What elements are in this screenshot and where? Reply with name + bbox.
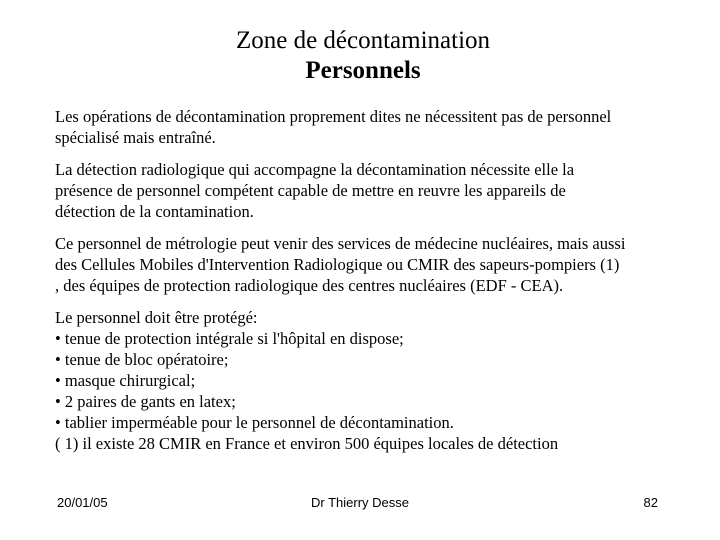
- list-item: • tenue de bloc opératoire;: [55, 350, 229, 369]
- text-line: des Cellules Mobiles d'Intervention Radiologique ou CMIR des sapeurs-pompiers (1): [55, 255, 620, 274]
- footer-author: Dr Thierry Desse: [310, 495, 409, 510]
- slide-title: Zone de décontamination: [235, 27, 491, 54]
- list-item: • 2 paires de gants en latex;: [55, 392, 236, 411]
- paragraph-radiological-detection: [55, 159, 695, 222]
- footer-page-number: 82: [643, 495, 658, 510]
- text-line: , des équipes de protection radiologique des centres nucléaires (EDF - CEA).: [55, 276, 564, 295]
- text-line: spécialisé mais entraîné.: [55, 128, 216, 147]
- paragraph-personnel-requirements: [55, 106, 695, 148]
- slide-subtitle: Personnels: [305, 57, 421, 84]
- text-line: Ce personnel de métrologie peut venir des services de médecine nucléaires, mais aussi: [55, 234, 626, 253]
- text-line: présence de personnel compétent capable de mettre en reuvre les appareils de: [55, 181, 566, 200]
- list-item: • tenue de protection intégrale si l'hôpital en dispose;: [55, 329, 404, 348]
- text-line: Les opérations de décontamination proprement dites ne nécessitent pas de personnel: [55, 107, 612, 126]
- list-item: • tablier imperméable pour le personnel de décontamination.: [55, 413, 454, 432]
- footer-date: 20/01/05: [57, 495, 108, 510]
- list-item: • masque chirurgical;: [55, 371, 196, 390]
- slide-title-block: [0, 26, 720, 86]
- slide-body: [55, 106, 695, 454]
- paragraph-protection-list: [55, 307, 695, 454]
- text-line: détection de la contamination.: [55, 202, 254, 221]
- text-line: La détection radiologique qui accompagne la décontamination nécessite elle la: [55, 160, 575, 179]
- paragraph-metrology-personnel: [55, 233, 695, 296]
- footnote: ( 1) il existe 28 CMIR en France et environ 500 équipes locales de détection: [55, 434, 559, 453]
- list-intro: Le personnel doit être protégé:: [55, 308, 258, 327]
